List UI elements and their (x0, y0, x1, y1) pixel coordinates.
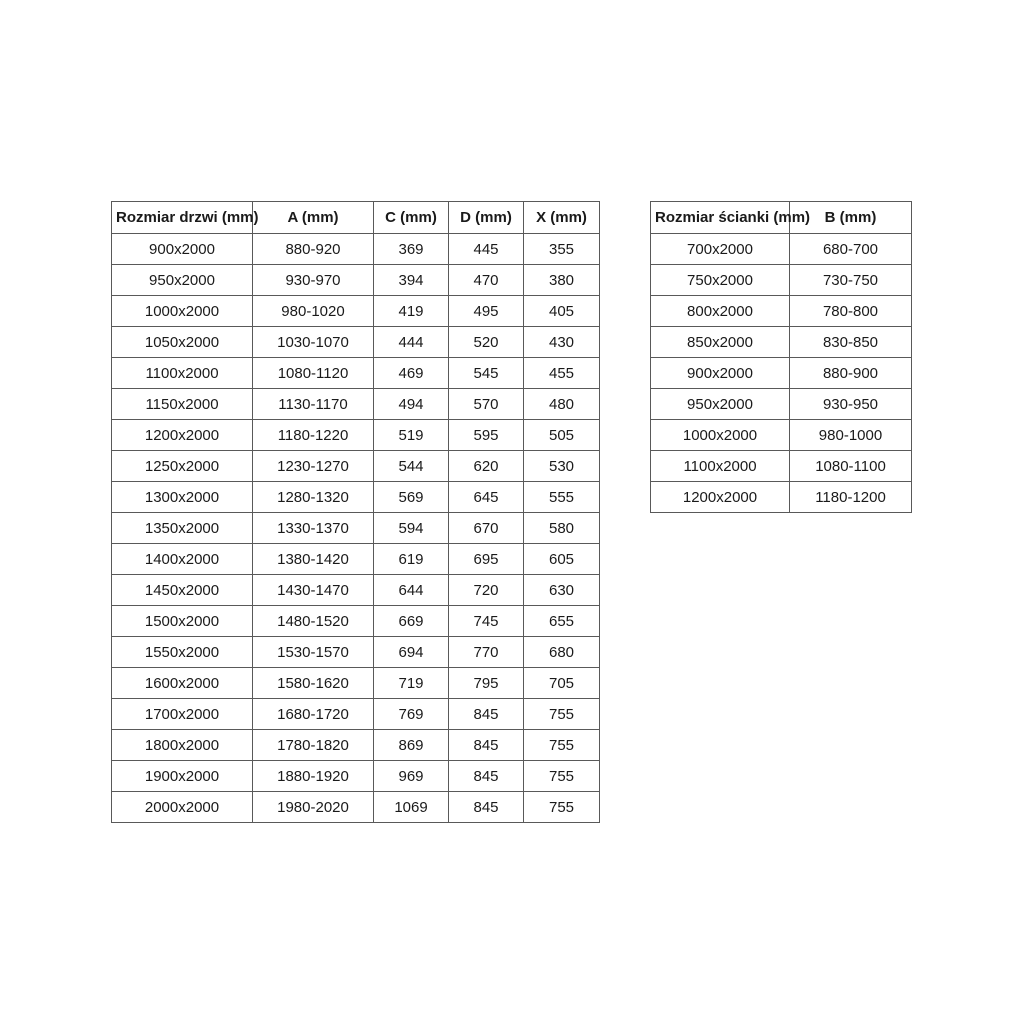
column-header: D (mm) (449, 202, 524, 234)
table-cell: 1600x2000 (112, 668, 253, 699)
table-cell: 1450x2000 (112, 575, 253, 606)
table-cell: 1280-1320 (253, 482, 374, 513)
table-cell: 770 (449, 637, 524, 668)
table-cell: 1100x2000 (112, 358, 253, 389)
column-header: A (mm) (253, 202, 374, 234)
table-cell: 1100x2000 (651, 451, 790, 482)
table-cell: 1680-1720 (253, 699, 374, 730)
table-row (112, 265, 600, 296)
table-cell: 520 (449, 327, 524, 358)
header-row (651, 202, 912, 234)
table-row (112, 637, 600, 668)
table-cell: 755 (524, 792, 600, 823)
table-cell: 769 (374, 699, 449, 730)
table-row (651, 265, 912, 296)
table-cell: 755 (524, 699, 600, 730)
table-cell: 1230-1270 (253, 451, 374, 482)
table-cell: 630 (524, 575, 600, 606)
table-row (651, 482, 912, 513)
table-cell: 594 (374, 513, 449, 544)
table-cell: 730-750 (790, 265, 912, 296)
table-row (112, 792, 600, 823)
table-cell: 1130-1170 (253, 389, 374, 420)
table-cell: 880-920 (253, 234, 374, 265)
header-row (112, 202, 600, 234)
table-cell: 430 (524, 327, 600, 358)
table-cell: 745 (449, 606, 524, 637)
table-cell: 1000x2000 (651, 420, 790, 451)
table-cell: 680-700 (790, 234, 912, 265)
table-cell: 480 (524, 389, 600, 420)
table-cell: 1550x2000 (112, 637, 253, 668)
table-cell: 519 (374, 420, 449, 451)
table-cell: 394 (374, 265, 449, 296)
table-cell: 1250x2000 (112, 451, 253, 482)
table-cell: 1700x2000 (112, 699, 253, 730)
table-cell: 619 (374, 544, 449, 575)
table-cell: 505 (524, 420, 600, 451)
table-cell: 680 (524, 637, 600, 668)
column-header: B (mm) (790, 202, 912, 234)
table-cell: 719 (374, 668, 449, 699)
table-row (112, 575, 600, 606)
wall-panel-sizes-table (650, 201, 912, 513)
table-cell: 1180-1200 (790, 482, 912, 513)
table-cell: 1200x2000 (112, 420, 253, 451)
table-row (112, 606, 600, 637)
table-cell: 470 (449, 265, 524, 296)
table-row (112, 668, 600, 699)
table-row (651, 234, 912, 265)
table-cell: 845 (449, 699, 524, 730)
table-cell: 969 (374, 761, 449, 792)
table-cell: 1380-1420 (253, 544, 374, 575)
table-cell: 755 (524, 730, 600, 761)
table-row (112, 482, 600, 513)
column-header: C (mm) (374, 202, 449, 234)
column-header: X (mm) (524, 202, 600, 234)
table-cell: 845 (449, 792, 524, 823)
table-cell: 1080-1120 (253, 358, 374, 389)
table-cell: 1300x2000 (112, 482, 253, 513)
table-cell: 1069 (374, 792, 449, 823)
table-cell: 1430-1470 (253, 575, 374, 606)
table-cell: 950x2000 (651, 389, 790, 420)
table-cell: 950x2000 (112, 265, 253, 296)
table-cell: 755 (524, 761, 600, 792)
table-cell: 694 (374, 637, 449, 668)
table-row (112, 296, 600, 327)
table-cell: 1980-2020 (253, 792, 374, 823)
table-cell: 1780-1820 (253, 730, 374, 761)
table-cell: 1500x2000 (112, 606, 253, 637)
table-cell: 369 (374, 234, 449, 265)
table-cell: 1800x2000 (112, 730, 253, 761)
table-row (112, 451, 600, 482)
table-row (112, 761, 600, 792)
table-cell: 455 (524, 358, 600, 389)
table-cell: 545 (449, 358, 524, 389)
table-cell: 1400x2000 (112, 544, 253, 575)
table-cell: 645 (449, 482, 524, 513)
door-sizes-table (111, 201, 600, 823)
table-row (651, 420, 912, 451)
table-cell: 830-850 (790, 327, 912, 358)
table-cell: 620 (449, 451, 524, 482)
table-row (651, 327, 912, 358)
table-row (112, 544, 600, 575)
table-cell: 900x2000 (651, 358, 790, 389)
table-row (112, 420, 600, 451)
table-cell: 1350x2000 (112, 513, 253, 544)
table-cell: 544 (374, 451, 449, 482)
table-cell: 780-800 (790, 296, 912, 327)
table-cell: 1180-1220 (253, 420, 374, 451)
table-cell: 1200x2000 (651, 482, 790, 513)
table-cell: 1880-1920 (253, 761, 374, 792)
table-cell: 595 (449, 420, 524, 451)
table-cell: 930-950 (790, 389, 912, 420)
table-cell: 750x2000 (651, 265, 790, 296)
table-cell: 469 (374, 358, 449, 389)
table-cell: 980-1000 (790, 420, 912, 451)
table-row (651, 296, 912, 327)
table-row (651, 358, 912, 389)
table-cell: 1900x2000 (112, 761, 253, 792)
table-cell: 1000x2000 (112, 296, 253, 327)
table-cell: 570 (449, 389, 524, 420)
table-cell: 655 (524, 606, 600, 637)
table-cell: 1530-1570 (253, 637, 374, 668)
table-row (651, 451, 912, 482)
table-cell: 845 (449, 761, 524, 792)
table-cell: 720 (449, 575, 524, 606)
column-header: Rozmiar ścianki (mm) (651, 202, 790, 234)
table-cell: 1480-1520 (253, 606, 374, 637)
table-cell: 605 (524, 544, 600, 575)
table-cell: 1080-1100 (790, 451, 912, 482)
column-header: Rozmiar drzwi (mm) (112, 202, 253, 234)
table-cell: 569 (374, 482, 449, 513)
table-row (112, 358, 600, 389)
table-cell: 555 (524, 482, 600, 513)
table-cell: 1580-1620 (253, 668, 374, 699)
table-cell: 705 (524, 668, 600, 699)
table-cell: 1330-1370 (253, 513, 374, 544)
table-row (112, 513, 600, 544)
table-cell: 669 (374, 606, 449, 637)
table-cell: 1050x2000 (112, 327, 253, 358)
table-row (112, 699, 600, 730)
table-cell: 880-900 (790, 358, 912, 389)
table-cell: 444 (374, 327, 449, 358)
table-row (112, 730, 600, 761)
table-cell: 930-970 (253, 265, 374, 296)
table-cell: 795 (449, 668, 524, 699)
table-cell: 695 (449, 544, 524, 575)
table-cell: 850x2000 (651, 327, 790, 358)
table-cell: 1030-1070 (253, 327, 374, 358)
table-cell: 580 (524, 513, 600, 544)
table-cell: 494 (374, 389, 449, 420)
table-cell: 700x2000 (651, 234, 790, 265)
table-cell: 445 (449, 234, 524, 265)
table-cell: 530 (524, 451, 600, 482)
table-cell: 644 (374, 575, 449, 606)
table-cell: 419 (374, 296, 449, 327)
table-cell: 800x2000 (651, 296, 790, 327)
table-cell: 670 (449, 513, 524, 544)
table-cell: 380 (524, 265, 600, 296)
table-cell: 900x2000 (112, 234, 253, 265)
table-row (112, 234, 600, 265)
table-row (112, 327, 600, 358)
table-cell: 845 (449, 730, 524, 761)
table-cell: 495 (449, 296, 524, 327)
table-cell: 869 (374, 730, 449, 761)
table-row (651, 389, 912, 420)
table-cell: 1150x2000 (112, 389, 253, 420)
table-cell: 980-1020 (253, 296, 374, 327)
table-row (112, 389, 600, 420)
table-cell: 355 (524, 234, 600, 265)
table-cell: 405 (524, 296, 600, 327)
table-cell: 2000x2000 (112, 792, 253, 823)
